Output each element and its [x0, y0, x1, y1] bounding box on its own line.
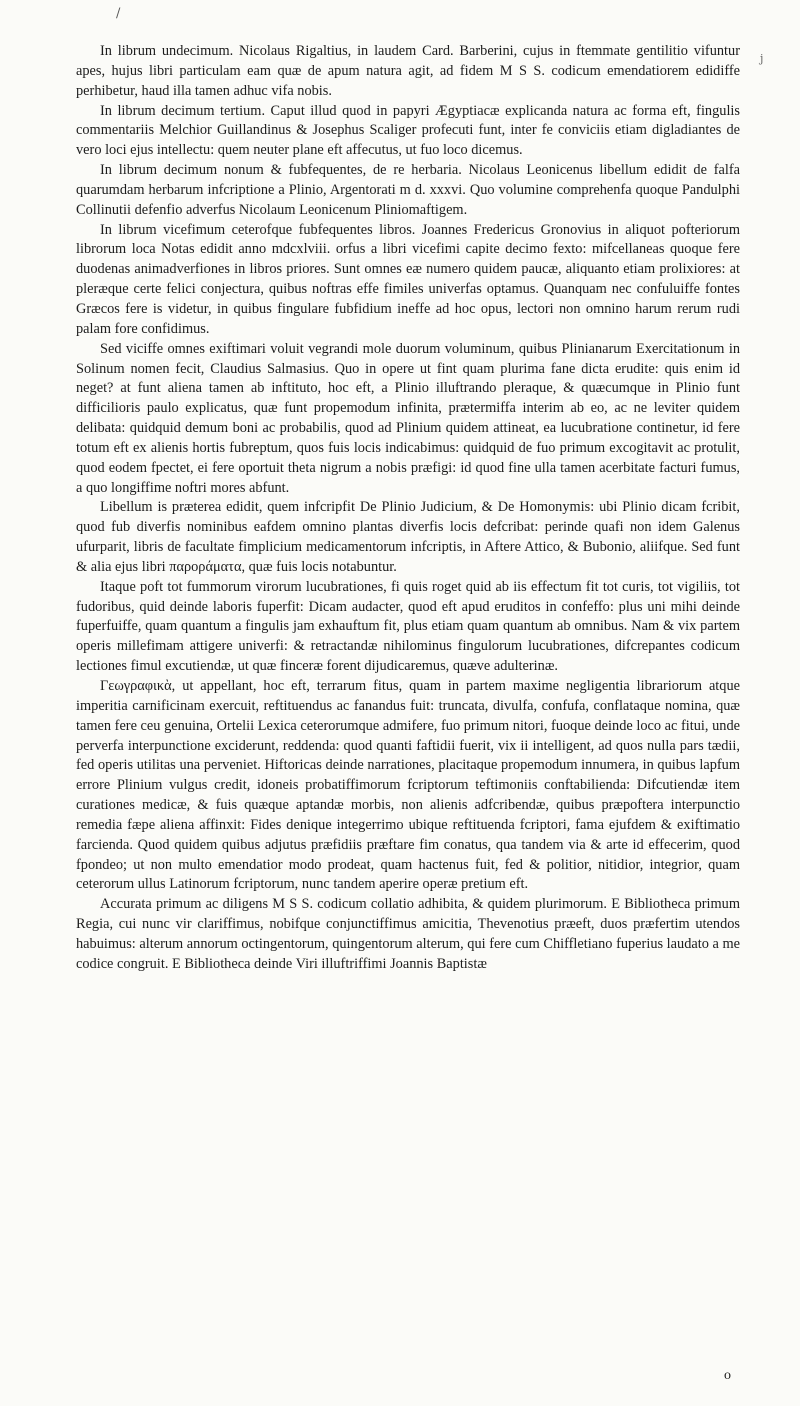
paragraph: In librum decimum tertium. Caput illud quod in papyri Ægyptiacæ explicanda natura ac forma eft, fingulis commentariis Melchior Guillandinus & Josephus Scaliger profecuti funt, inter fe conviciis etiam digladiantes de vero loci ejus intellectu: quem neuter plane eft affecutus, ut fuo loco dicemus.: [76, 102, 740, 159]
paragraph: Accurata primum ac diligens M S S. codicum collatio adhibita, & quidem plurimorum. E Bibliotheca primum Regia, cui nunc vir clariffimus, nobifque conjunctiffimus amicitia, Thevenotius præeft, duos præfertim utendos habuimus: alterum annorum octingentorum, quingentorum alterum, qui fere cum Chiffletiano fuperius laudato a me codice congruit. E Bibliotheca deinde Viri illuftriffimi Joannis Baptistæ: [76, 896, 740, 972]
paragraph: In librum vicefimum ceterofque fubfequentes libros. Joannes Fredericus Gronovius in aliquot pofteriorum librorum loca Notas edidit anno mdcxlviii. orfus a libri vicefimi capite decimo fexto: mifcellaneas quoque fere duodenas animadverfiones in libros priores. Sunt omnes eæ numero quidem paucæ, aliquanto etiam prolixiores: at pleræque certe felici conjectura, quibus noftras effe fimiles univerfas optamus. Quanquam nec confuluiffe fontes Græcos fere is videtur, in quibus fingulare fubfidium ineffe ad hoc opus, lectori non omnino harum rerum rudi palam fore confidimus.: [76, 221, 740, 337]
paragraph: Sed viciffe omnes exiftimari voluit vegrandi mole duorum voluminum, quibus Plinianarum Exercitationum in Solinum nomen fecit, Claudius Salmasius. Quo in opere ut fint quam plurima fane dicta erudite: quis enim id neget? at funt aliena tamen ab inftituto, hoc eft, a Plinio illuftrando pleraque, & quæcumque in Plinio funt difficilioris paulo explicatus, quæ funt propemodum infinita, prætermiffa interim ab eo, ac ne leviter quidem delibata: quidquid demum boni ac probabilis, quod ad Plinium quidem attineat, ea lucubratione continetur, id fere totum eft ex alienis hortis fubreptum, quos fuis locis indicabimus: quidquid de fuo primum excogitavit ac protulit, quod eodem fpectet, ei fere oportuit theta nigrum a nobis præfigi: id quod fine ulla tamen acerbitate facturi fumus, a quo longiffime noftri mores abfunt.: [76, 340, 740, 496]
paragraph: In librum decimum nonum & fubfequentes, de re herbaria. Nicolaus Leonicenus libellum edidit de falfa quarumdam herbarum infcriptione a Plinio, Argentorati m d. xxxvi. Quo volumine comprehenfa quoque Pandulphi Collinutii defenfio adverfus Nicolaum Leonicenum Pliniomaftigem.: [76, 162, 740, 218]
top-mark: /: [116, 6, 121, 21]
paragraph: Libellum is præterea edidit, quem infcripfit De Plinio Judicium, & De Homonymis: ubi Plinio dicam fcribit, quod fub diverfis nominibus eafdem omnino plantas diverfis locis defcribat: perinde quafi non idem Galenus ufurparit, libris de facultate fimplicium medicamentorum infcriptis, in Aftere Attico, & Bubonio, aliifque. Sed funt & alia ejus libri παροράματα, quæ fuis locis notabuntur.: [76, 499, 740, 575]
margin-mark: j: [760, 52, 764, 65]
paragraph: Itaque poft tot fummorum virorum lucubrationes, fi quis roget quid ab iis effectum fit tot curis, tot vigiliis, tot fudoribus, quid deinde laboris fuperfit: Dicam audacter, quod eft apud eruditos in confeffo: plus uni mihi deinde fuperfuiffe, quam quantum a fingulis jam exhauftum fit, plus etiam quam quantum ab omnibus. Nam & vix partem operis millefimam attigere univerfi: & retractandæ nihilominus fingulorum lucubrationes, difcrepantes codicum lectiones fimul excutiendæ, ut quæ finceræ forent dijudicaremus, quæve adulterinæ.: [76, 578, 740, 675]
paragraph: In librum undecimum. Nicolaus Rigaltius, in laudem Card. Barberini, cujus in ftemmate gentilitio vifuntur apes, hujus libri particulam eam quæ de apum natura agit, ad fidem M S S. codicum emendatiorem edidiffe perhibetur, haud illa tamen adhuc vifa nobis.: [76, 43, 740, 99]
body-text: [76, 42, 740, 975]
paragraph: Γεωγραφικὰ, ut appellant, hoc eft, terrarum fitus, quam in partem maxime negligentia librariorum atque imperitia carnificinam exercuit, reftituendus ac fanandus fuit: truncata, divulfa, confufa, conflataque nomina, quæ tamen fere ceu genuina, Ortelii Lexica ceterorumque admifere, fuo primum nitori, fuoque deinde loco ac fitui, unde perverfa interpunctione exciderunt, reddenda: quod quanti faftidii fuerit, vix ii intelligent, ad quos nulla pars tædii, fed operis utilitas una perveniet. Hiftoricas deinde narrationes, placitaque propemodum innumera, in quibus lapfum errore Plinium vulgus credit, idoneis probatiffimorum fcriptorum teftimoniis conftabilienda: Difcutiendæ item curationes medicæ, & fuis quæque aptandæ morbis, non alienis adfcribendæ, quibus præpoftera interpunctio remedia fæpe aliena affinxit: Fides denique integerrimo ubique reftituenda fcriptori, fama ejufdem & exiftimatio farcienda. Quod quidem quibus adjutus præfidiis præftare fim conatus, qua tandem via & arte id effecerim, quod fpondeo; ut non multo emendatior modo prodeat, quam hactenus fuit, fed & politior, nitidior, integrior, quam ceterorum ullus Latinorum fcriptorum, nunc tandem aperire operæ pretium eft.: [76, 678, 740, 893]
signature-mark: o: [724, 1368, 731, 1383]
